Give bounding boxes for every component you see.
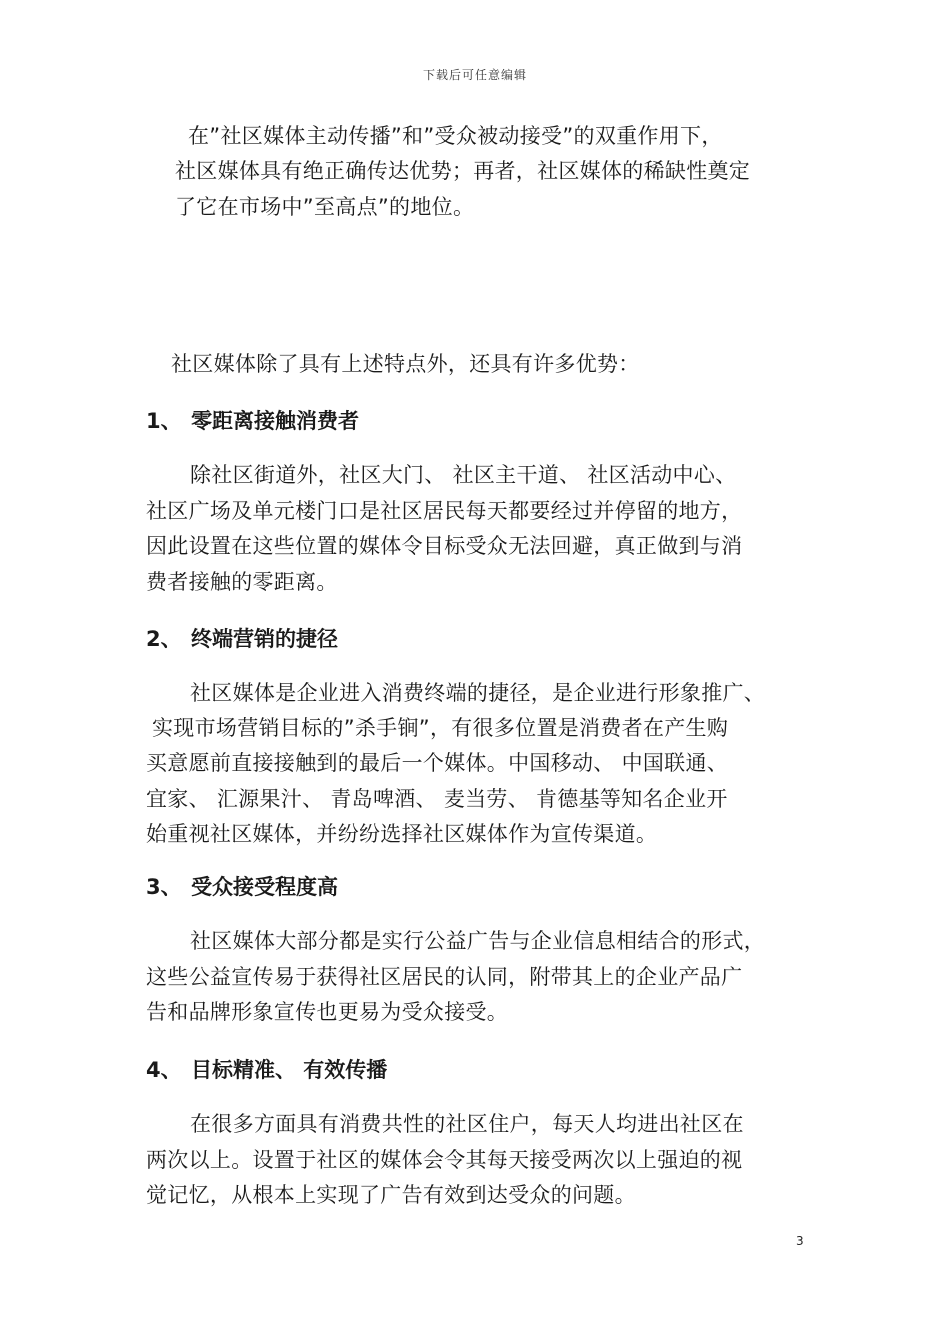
intro-line-1: 在”社区媒体主动传播”和”受众被动接受”的双重作用下， [188,124,723,148]
section-3-line-1: 社区媒体大部分都是实行公益广告与企业信息相结合的形式， [190,929,766,953]
section-2-line-3: 买意愿前直接接触到的最后一个媒体。中国移动、 中国联通、 [146,751,729,775]
section-2-line-1: 社区媒体是企业进入消费终端的捷径，是企业进行形象推广、 [190,681,766,705]
section-number-3: 3、 [146,875,182,899]
intro-line-2: 社区媒体具有绝正确传达优势；再者，社区媒体的稀缺性奠定 [175,159,751,183]
section-title-3: 受众接受程度高 [191,875,338,899]
section-4-line-1: 在很多方面具有消费共性的社区住户，每天人均进出社区在 [190,1112,744,1136]
section-heading-3 [146,872,338,902]
intro-line-3: 了它在市场中”至高点”的地位。 [175,195,475,219]
section-4-line-3: 觉记忆，从根本上实现了广告有效到达受众的问题。 [146,1183,636,1207]
page-number: 3 [796,1234,804,1248]
section-1-line-1: 除社区街道外，社区大门、 社区主干道、 社区活动中心、 [190,463,737,487]
section-title-2: 终端营销的捷径 [191,627,338,651]
section-number-1: 1、 [146,409,182,433]
section-heading-1 [146,406,359,436]
section-title-1: 零距离接触消费者 [191,409,359,433]
lead-sentence: 社区媒体除了具有上述特点外，还具有许多优势： [171,352,640,376]
section-2-line-2: 实现市场营销目标的”杀手锏”，有很多位置是消费者在产生购 [152,716,729,740]
section-3-line-2: 这些公益宣传易于获得社区居民的认同，附带其上的企业产品广 [146,965,743,989]
section-3-line-3: 告和品牌形象宣传也更易为受众接受。 [146,1000,509,1024]
page-header: 下载后可任意编辑 [422,68,527,82]
section-4-line-2: 两次以上。设置于社区的媒体会令其每天接受两次以上强迫的视 [146,1148,743,1172]
section-title-4: 目标精准、 有效传播 [191,1058,388,1082]
section-heading-2 [146,624,338,654]
section-number-4: 4、 [146,1058,182,1082]
section-1-line-4: 费者接触的零距离。 [146,570,338,594]
section-1-line-3: 因此设置在这些位置的媒体令目标受众无法回避，真正做到与消 [146,534,743,558]
section-2-line-5: 始重视社区媒体，并纷纷选择社区媒体作为宣传渠道。 [146,822,658,846]
section-1-line-2: 社区广场及单元楼门口是社区居民每天都要经过并停留的地方， [146,499,743,523]
section-heading-4 [146,1055,387,1085]
section-number-2: 2、 [146,627,182,651]
section-2-line-4: 宜家、 汇源果汁、 青岛啤酒、 麦当劳、 肯德基等知名企业开 [146,787,728,811]
